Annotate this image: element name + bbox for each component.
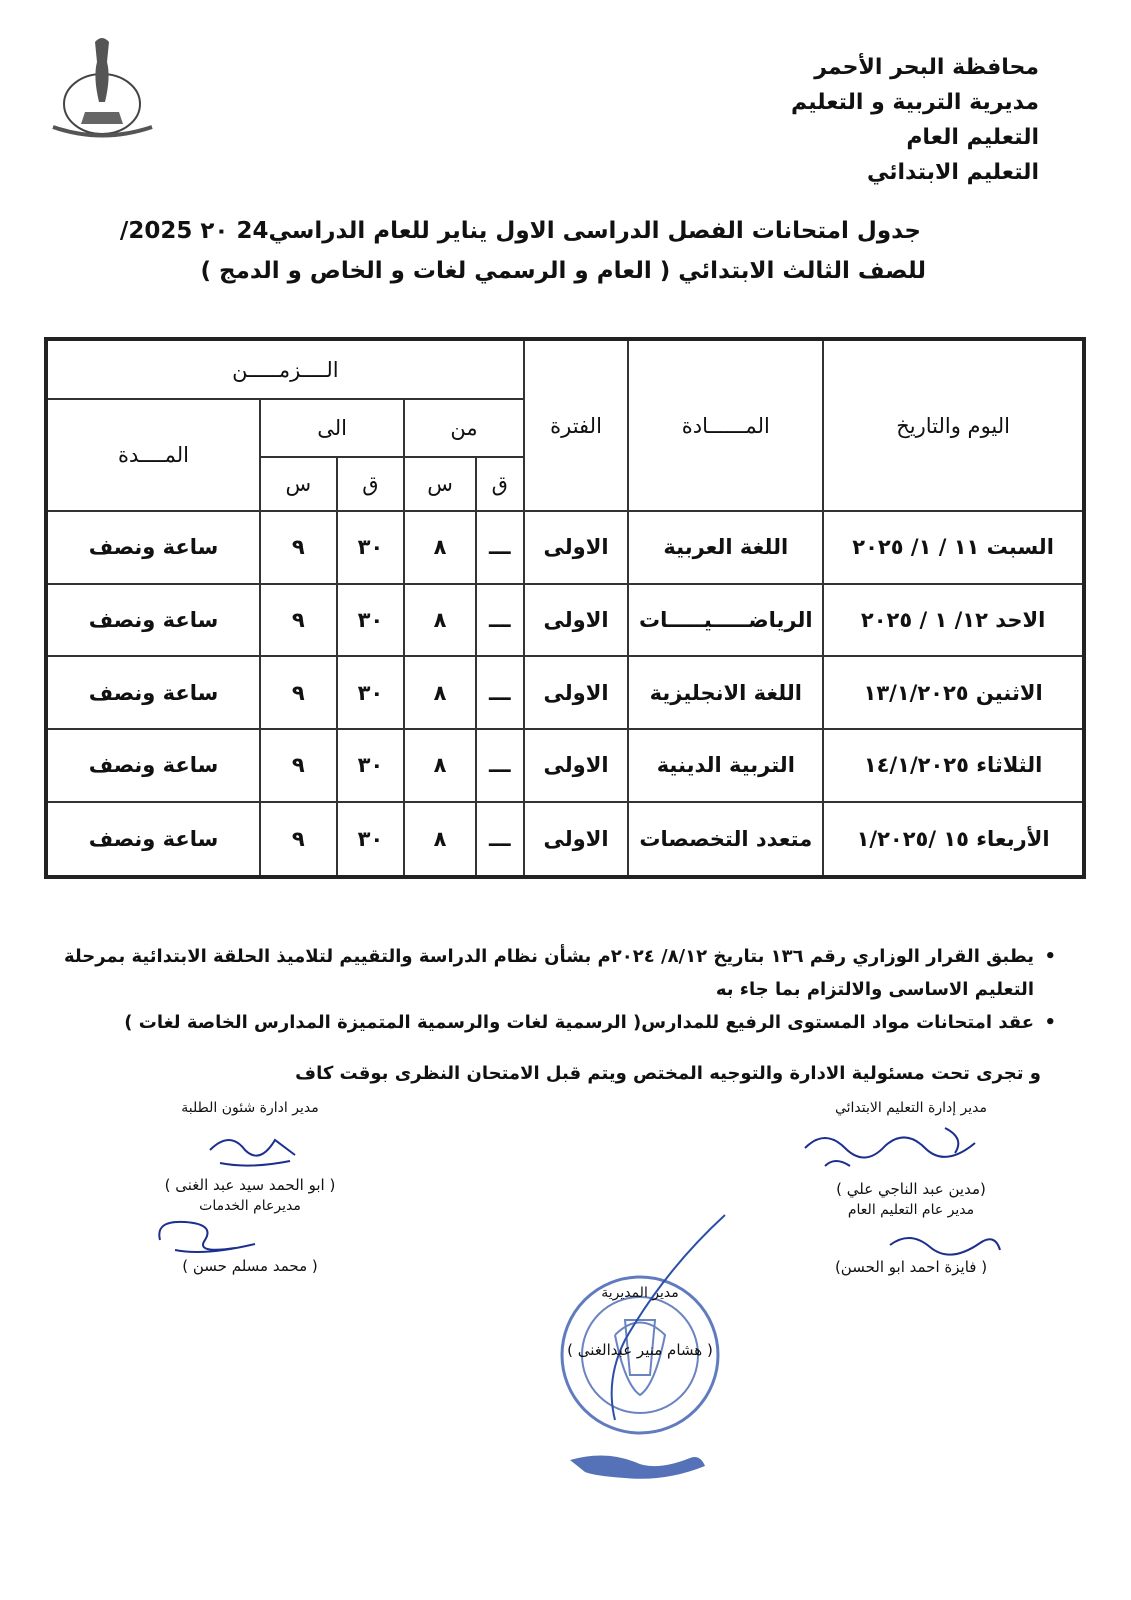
header-to-q: ق <box>337 457 405 511</box>
header-time: الــــزمـــــن <box>46 339 524 399</box>
header-from-s: س <box>404 457 476 511</box>
cell-from-s: ٨ <box>404 511 476 584</box>
cell-from-q: ـــ <box>476 656 524 729</box>
header-period: الفترة <box>524 339 629 511</box>
signature-title: مدير إدارة التعليم الابتدائي <box>834 1100 988 1116</box>
cell-period: الاولى <box>524 584 629 657</box>
exam-schedule-table <box>44 337 1086 879</box>
table-row <box>46 656 1084 729</box>
cell-day: الثلاثاء ١٤/١/٢٠٢٥ <box>823 729 1084 802</box>
signature-title: مديرعام الخدمات <box>199 1198 301 1214</box>
department-name: التعليم العام <box>906 125 1039 150</box>
header-subject: المــــــادة <box>628 339 823 511</box>
cell-to-q: ٣٠ <box>337 802 405 877</box>
signature-primary-director <box>791 1100 1031 1116</box>
signature-title: مدير ادارة شئون الطلبة <box>181 1100 319 1116</box>
cell-from-s: ٨ <box>404 656 476 729</box>
signature-primary-director-name-block <box>791 1180 1031 1218</box>
signature-student-affairs-name-block <box>130 1176 370 1214</box>
signature-scribble-icon <box>145 1210 265 1260</box>
header-to: الى <box>260 399 404 457</box>
cell-from-s: ٨ <box>404 584 476 657</box>
governorate-logo <box>45 32 160 142</box>
cell-period: الاولى <box>524 729 629 802</box>
cell-to-q: ٣٠ <box>337 584 405 657</box>
table-row <box>46 729 1084 802</box>
cell-from-s: ٨ <box>404 729 476 802</box>
cell-subject: اللغة الانجليزية <box>628 656 823 729</box>
cell-from-q: ـــ <box>476 729 524 802</box>
notes-list <box>36 940 1056 1039</box>
cell-duration: ساعة ونصف <box>46 729 260 802</box>
signature-name: ( ابو الحمد سيد عبد الغنى ) <box>164 1176 336 1194</box>
note-item: • عقد امتحانات مواد المستوى الرفيع للمدارس( الرسمية لغات والرسمية المتميزة المدارس الخاصة لغات ) <box>36 1006 1056 1039</box>
directorate-name: مديرية التربية و التعليم <box>791 90 1039 115</box>
cell-day: السبت ١١ / ١/ ٢٠٢٥ <box>823 511 1084 584</box>
header-to-s: س <box>260 457 337 511</box>
signature-general-education <box>791 1258 1031 1276</box>
signature-directorate-head <box>530 1285 750 1359</box>
cell-day: الاحد ١٢/ ١ / ٢٠٢٥ <box>823 584 1084 657</box>
table-row <box>46 802 1084 877</box>
cell-duration: ساعة ونصف <box>46 802 260 877</box>
cell-period: الاولى <box>524 656 629 729</box>
cell-day: الاثنين ١٣/١/٢٠٢٥ <box>823 656 1084 729</box>
cell-subject: التربية الدينية <box>628 729 823 802</box>
header-day-date: اليوم والتاريخ <box>823 339 1084 511</box>
cell-from-q: ـــ <box>476 511 524 584</box>
signature-name: ( محمد مسلم حسن ) <box>182 1257 318 1275</box>
header-block <box>619 50 1039 190</box>
signature-name: ( فايزة احمد ابو الحسن) <box>834 1258 988 1276</box>
cell-subject: متعدد التخصصات <box>628 802 823 877</box>
cell-to-q: ٣٠ <box>337 656 405 729</box>
cell-from-s: ٨ <box>404 802 476 877</box>
cell-to-q: ٣٠ <box>337 729 405 802</box>
cell-subject: اللغة العربية <box>628 511 823 584</box>
cell-to-s: ٩ <box>260 802 337 877</box>
note-line: و تجرى تحت مسئولية الادارة والتوجيه المختص ويتم قبل الامتحان النظرى بوقت كاف <box>295 1063 1041 1084</box>
signature-title: مدير المديرية <box>601 1285 679 1301</box>
cell-duration: ساعة ونصف <box>46 656 260 729</box>
note-item: • يطبق القرار الوزاري رقم ١٣٦ بتاريخ ٨/١٢/ ٢٠٢٤م بشأن نظام الدراسة والتقييم لتلاميذ الحلقة الابتدائية بمرحلة التعليم الاساسى والالتزام بما جاء به <box>36 940 1056 1006</box>
cell-to-s: ٩ <box>260 584 337 657</box>
cell-period: الاولى <box>524 802 629 877</box>
cell-from-q: ـــ <box>476 802 524 877</box>
signature-scribble-icon <box>880 1225 1010 1260</box>
signature-scribble-icon <box>200 1125 310 1170</box>
signature-student-affairs <box>130 1100 370 1116</box>
cell-to-q: ٣٠ <box>337 511 405 584</box>
cell-subject: الرياضـــــيـــــات <box>628 584 823 657</box>
header-from-q: ق <box>476 457 524 511</box>
cell-duration: ساعة ونصف <box>46 511 260 584</box>
cell-to-s: ٩ <box>260 729 337 802</box>
cell-day: الأربعاء ١٥ /١/٢٠٢٥ <box>823 802 1084 877</box>
signature-name: ( هشام منير عبدالغنى ) <box>567 1341 713 1359</box>
header-from: من <box>404 399 523 457</box>
header-duration: المــــدة <box>46 399 260 511</box>
governorate-name: محافظة البحر الأحمر <box>814 55 1039 80</box>
cell-duration: ساعة ونصف <box>46 584 260 657</box>
cell-period: الاولى <box>524 511 629 584</box>
section-name: التعليم الابتدائي <box>866 160 1039 185</box>
cell-from-q: ـــ <box>476 584 524 657</box>
signature-name: (مدين عبد الناجي علي ) <box>836 1180 986 1198</box>
cell-to-s: ٩ <box>260 511 337 584</box>
signature-scribble-icon <box>795 1118 995 1178</box>
schedule-title: جدول امتحانات الفصل الدراسى الاول يناير للعام الدراسي24 ٢٠ 2025/ <box>119 218 921 244</box>
signature-services <box>130 1257 370 1275</box>
schedule-subtitle: للصف الثالث الابتدائي ( العام و الرسمي لغات و الخاص و الدمج ) <box>200 258 926 284</box>
signature-title: مدير عام التعليم العام <box>847 1202 975 1218</box>
cell-to-s: ٩ <box>260 656 337 729</box>
table-row <box>46 511 1084 584</box>
table-row <box>46 584 1084 657</box>
